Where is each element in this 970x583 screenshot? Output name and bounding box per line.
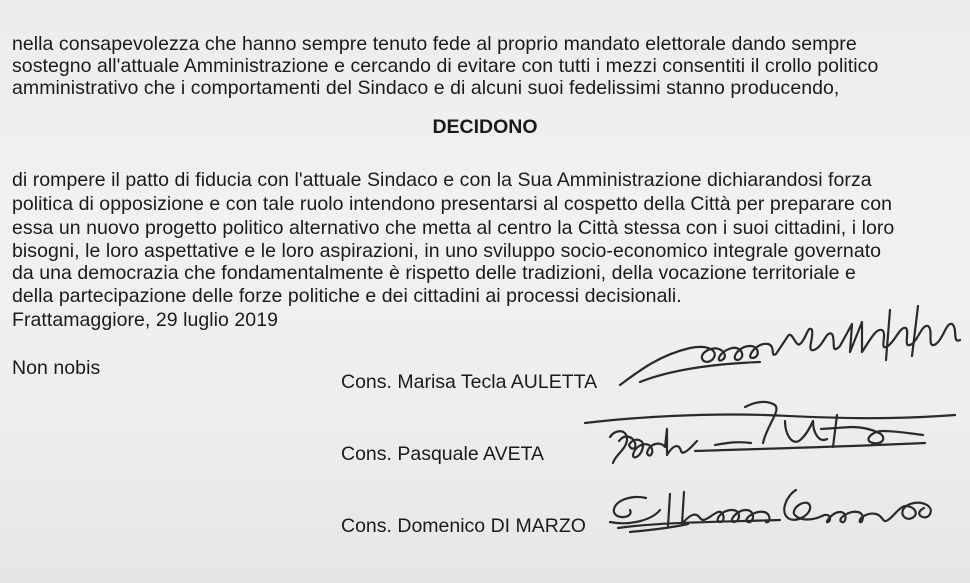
decision-line-6: della partecipazione delle forze politiche e dei cittadini ai processi decisionali.: [12, 285, 682, 307]
intro-line-3: amministrativo che i comportamenti del Sindaco e di alcuni suoi fedelissimi stanno producendo,: [12, 77, 840, 99]
decision-line-2: politica di opposizione e con tale ruolo intendono presentarsi al cospetto della Città per preparare con: [12, 193, 892, 215]
signatory-di-marzo: Cons. Domenico DI MARZO: [341, 515, 586, 537]
signatory-auletta: Cons. Marisa Tecla AULETTA: [341, 371, 598, 393]
signature-aveta: [575, 385, 965, 475]
motto: Non nobis: [12, 357, 101, 379]
intro-line-2: sostegno all'attuale Amministrazione e cercando di evitare con tutti i mezzi consentiti il crollo politico: [12, 55, 879, 77]
signatory-aveta: Cons. Pasquale AVETA: [341, 443, 545, 465]
signature-di-marzo: [600, 470, 950, 550]
decision-heading: DECIDONO: [432, 116, 538, 138]
place-date: Frattamaggiore, 29 luglio 2019: [12, 309, 278, 331]
intro-line-1: nella consapevolezza che hanno sempre tenuto fede al proprio mandato elettorale dando sempre: [12, 33, 857, 55]
decision-line-5: da una democrazia che fondamentalmente è rispetto delle tradizioni, della vocazione territoriale e: [12, 262, 856, 284]
decision-line-1: di rompere il patto di fiducia con l'attuale Sindaco e con la Sua Amministrazione dichiarandosi forza: [12, 169, 872, 191]
decision-line-4: bisogni, le loro aspettative e le loro aspirazioni, in uno sviluppo socio-economico integrale governato: [12, 240, 882, 262]
decision-line-3: essa un nuovo progetto politico alternativo che metta al centro la Città stessa con i suoi cittadini, i loro: [12, 217, 895, 239]
